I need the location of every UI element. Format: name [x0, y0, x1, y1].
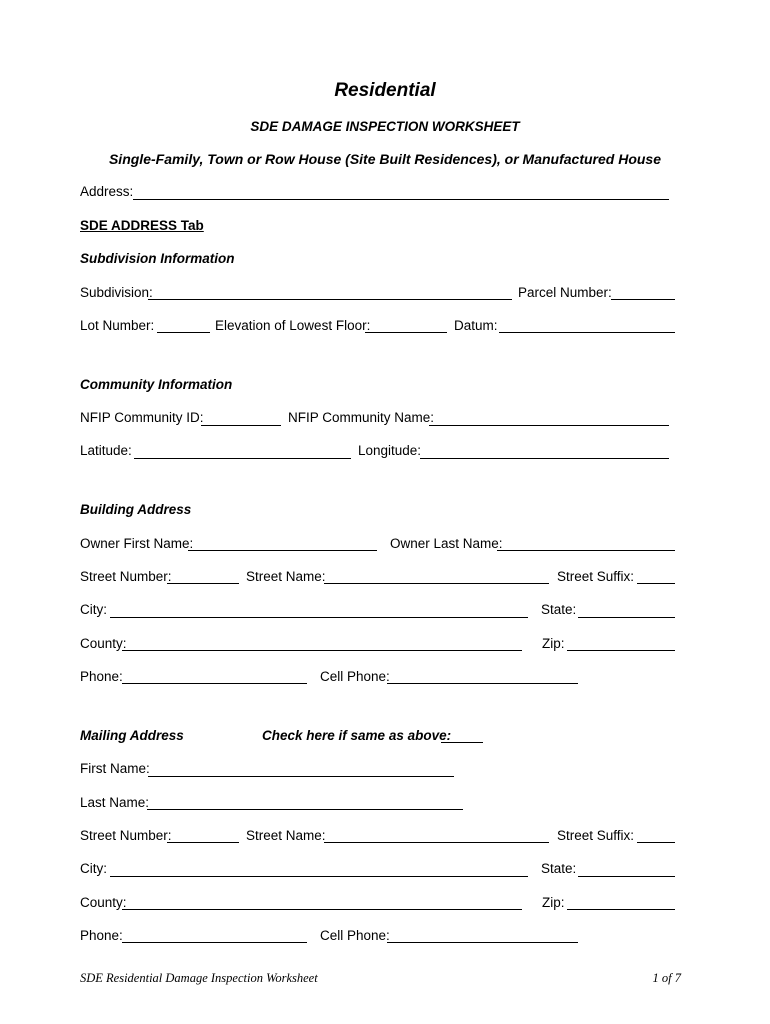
owner-first-name-label: Owner First Name: [80, 536, 194, 551]
same-as-above-field[interactable] [441, 742, 483, 743]
mailing-cell-phone-field[interactable] [387, 942, 578, 943]
street-name-field[interactable] [324, 583, 549, 584]
mailing-phone-field[interactable] [122, 942, 307, 943]
subdivision-label: Subdivision: [80, 285, 153, 300]
elevation-label: Elevation of Lowest Floor: [215, 318, 371, 333]
mailing-state-label: State: [541, 861, 577, 876]
state-label: State: [541, 602, 577, 617]
mailing-last-name-field[interactable] [147, 809, 463, 810]
city-field[interactable] [110, 617, 528, 618]
mailing-city-field[interactable] [110, 876, 528, 877]
subdivision-field[interactable] [148, 299, 512, 300]
mailing-street-name-label: Street Name: [246, 828, 326, 843]
mailing-address-heading: Mailing Address [80, 728, 184, 743]
datum-field[interactable] [499, 332, 675, 333]
county-field[interactable] [122, 650, 522, 651]
community-id-field[interactable] [201, 425, 281, 426]
cell-phone-field[interactable] [387, 683, 578, 684]
street-suffix-label: Street Suffix: [557, 569, 635, 584]
lot-number-label: Lot Number: [80, 318, 155, 333]
worksheet-subtitle: SDE DAMAGE INSPECTION WORKSHEET [250, 119, 520, 134]
mailing-street-number-label: Street Number: [80, 828, 172, 843]
tab-heading: SDE ADDRESS Tab [80, 218, 204, 233]
address-field[interactable] [133, 199, 669, 200]
owner-last-name-label: Owner Last Name: [390, 536, 503, 551]
mailing-street-suffix-field[interactable] [637, 842, 675, 843]
mailing-street-suffix-label: Street Suffix: [557, 828, 635, 843]
lot-number-field[interactable] [157, 332, 210, 333]
address-label: Address: [80, 184, 134, 199]
street-number-label: Street Number: [80, 569, 172, 584]
community-name-label: NFIP Community Name: [288, 410, 435, 425]
phone-field[interactable] [122, 683, 307, 684]
mailing-state-field[interactable] [578, 876, 675, 877]
street-name-label: Street Name: [246, 569, 326, 584]
mailing-cell-phone-label: Cell Phone: [320, 928, 390, 943]
cell-phone-label: Cell Phone: [320, 669, 390, 684]
latitude-label: Latitude: [80, 443, 132, 458]
subdivision-heading: Subdivision Information [80, 251, 235, 266]
longitude-label: Longitude: [358, 443, 422, 458]
mailing-street-number-field[interactable] [167, 842, 239, 843]
city-label: City: [80, 602, 107, 617]
mailing-street-name-field[interactable] [324, 842, 549, 843]
owner-first-name-field[interactable] [188, 550, 377, 551]
longitude-field[interactable] [420, 458, 669, 459]
mailing-city-label: City: [80, 861, 107, 876]
page-title: Residential [334, 80, 436, 101]
worksheet-description: Single-Family, Town or Row House (Site Built Residences), or Manufactured House [108, 151, 662, 167]
parcel-number-field[interactable] [611, 299, 675, 300]
elevation-field[interactable] [365, 332, 447, 333]
mailing-county-field[interactable] [122, 909, 522, 910]
footer-page-number: 1 of 7 [652, 971, 681, 985]
mailing-zip-field[interactable] [567, 909, 675, 910]
latitude-field[interactable] [134, 458, 351, 459]
zip-label: Zip: [542, 636, 565, 651]
mailing-phone-label: Phone: [80, 928, 123, 943]
county-label: County: [80, 636, 127, 651]
mailing-first-name-field[interactable] [148, 776, 454, 777]
mailing-last-name-label: Last Name: [80, 795, 150, 810]
community-heading: Community Information [80, 377, 233, 392]
owner-last-name-field[interactable] [497, 550, 675, 551]
parcel-number-label: Parcel Number: [518, 285, 612, 300]
street-suffix-field[interactable] [637, 583, 675, 584]
community-name-field[interactable] [429, 425, 669, 426]
building-address-heading: Building Address [80, 502, 192, 517]
mailing-county-label: County: [80, 895, 127, 910]
community-id-label: NFIP Community ID: [80, 410, 204, 425]
same-as-above-label: Check here if same as above: [262, 728, 452, 743]
mailing-zip-label: Zip: [542, 895, 565, 910]
state-field[interactable] [578, 617, 675, 618]
footer-document-name: SDE Residential Damage Inspection Worksheet [80, 971, 318, 985]
datum-label: Datum: [454, 318, 498, 333]
zip-field[interactable] [567, 650, 675, 651]
mailing-first-name-label: First Name: [80, 761, 150, 776]
street-number-field[interactable] [167, 583, 239, 584]
phone-label: Phone: [80, 669, 123, 684]
